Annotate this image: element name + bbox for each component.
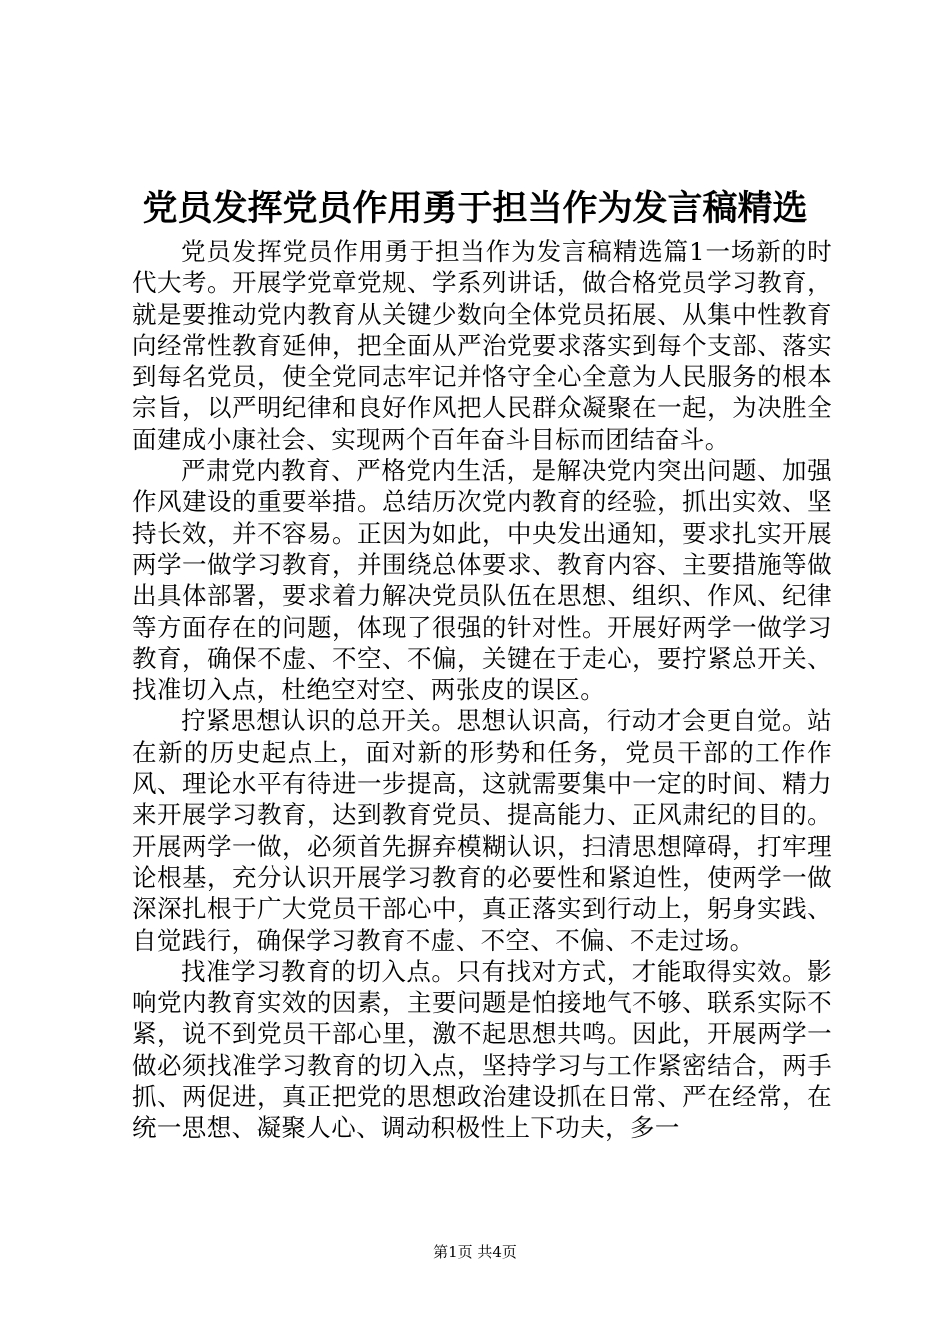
document-title: 党员发挥党员作用勇于担当作为发言稿精选: [142, 189, 808, 229]
paragraph-1: 党员发挥党员作用勇于担当作为发言稿精选篇1一场新的时代大考。开展学党章党规、学系列讲话，做合格党员学习教育，就是要推动党内教育从关键少数向全体党员拓展、从集中性教育向经常性教育延伸，把全面从严治党要求落实到每个支部、落实到每名党员，使全党同志牢记并恪守全心全意为人民服务的根本宗旨，以严明纪律和良好作风把人民群众凝聚在一起，为决胜全面建成小康社会、实现两个百年奋斗目标而团结奋斗。: [132, 237, 832, 454]
page-footer: 第1页 共4页: [433, 1243, 517, 1261]
paragraph-3: 拧紧思想认识的总开关。思想认识高，行动才会更自觉。站在新的历史起点上，面对新的形势和任务，党员干部的工作作风、理论水平有待进一步提高，这就需要集中一定的时间、精力来开展学习教育，达到教育党员、提高能力、正风肃纪的目的。开展两学一做，必须首先摒弃模糊认识，扫清思想障碍，打牢理论根基，充分认识开展学习教育的必要性和紧迫性，使两学一做深深扎根于广大党员干部心中，真正落实到行动上，躬身实践、自觉践行，确保学习教育不虚、不空、不偏、不走过场。: [132, 706, 832, 955]
paragraph-2: 严肃党内教育、严格党内生活，是解决党内突出问题、加强作风建设的重要举措。总结历次党内教育的经验，抓出实效、坚持长效，并不容易。正因为如此，中央发出通知，要求扎实开展两学一做学习教育，并围绕总体要求、教育内容、主要措施等做出具体部署，要求着力解决党员队伍在思想、组织、作风、纪律等方面存在的问题，体现了很强的针对性。开展好两学一做学习教育，确保不虚、不空、不偏，关键在于走心，要拧紧总开关、找准切入点，杜绝空对空、两张皮的误区。: [132, 456, 832, 705]
document-body: [132, 236, 832, 1144]
paragraph-4: 找准学习教育的切入点。只有找对方式，才能取得实效。影响党内教育实效的因素，主要问题是怕接地气不够、联系实际不紧，说不到党员干部心里，激不起思想共鸣。因此，开展两学一做必须找准学习教育的切入点，坚持学习与工作紧密结合，两手抓、两促进，真正把党的思想政治建设抓在日常、严在经常，在统一思想、凝聚人心、调动积极性上下功夫，多一: [132, 956, 832, 1143]
